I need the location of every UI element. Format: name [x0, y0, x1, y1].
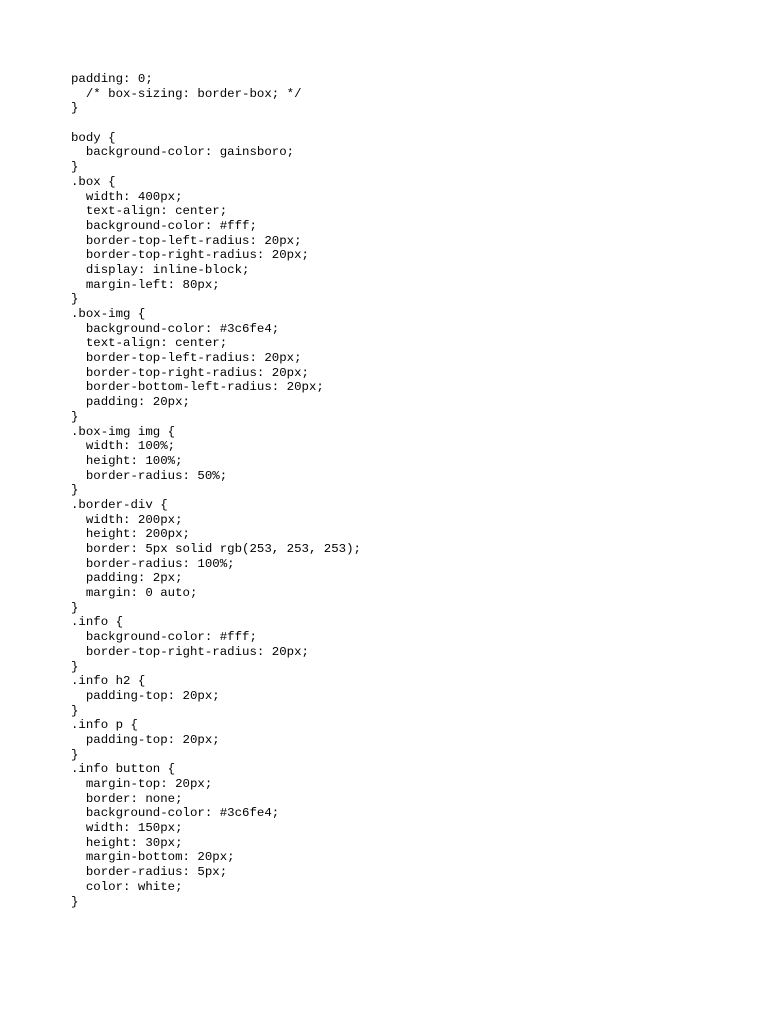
- code-line: }: [71, 659, 79, 674]
- code-line: width: 150px;: [71, 821, 183, 836]
- code-line: }: [71, 894, 79, 909]
- code-line: height: 30px;: [71, 835, 183, 850]
- code-line: color: white;: [71, 879, 183, 894]
- code-line: .info p {: [71, 718, 138, 733]
- code-line: .info button {: [71, 762, 176, 777]
- code-line: border-radius: 50%;: [71, 468, 228, 483]
- code-line: margin-left: 80px;: [71, 277, 220, 292]
- code-line: }: [71, 160, 79, 175]
- code-line: .box-img {: [71, 307, 146, 321]
- code-line: padding-top: 20px;: [71, 688, 220, 703]
- code-line: border: 5px solid rgb(253, 253, 253);: [71, 542, 361, 556]
- code-line: padding-top: 20px;: [71, 732, 220, 747]
- code-line: }: [71, 600, 79, 615]
- code-line: height: 200px;: [71, 527, 190, 542]
- code-line: width: 100%;: [71, 439, 176, 454]
- code-line: border-bottom-left-radius: 20px;: [71, 380, 324, 395]
- code-line: height: 100%;: [71, 453, 183, 468]
- code-line: }: [71, 409, 79, 424]
- code-line: padding: 20px;: [71, 395, 190, 410]
- code-line: width: 400px;: [71, 189, 183, 204]
- code-line: }: [71, 292, 79, 307]
- code-line: }: [71, 703, 79, 718]
- code-line: }: [71, 747, 79, 762]
- code-line: text-align: center;: [71, 336, 228, 351]
- code-line: text-align: center;: [71, 204, 228, 219]
- code-line: border-top-left-radius: 20px;: [71, 233, 302, 248]
- code-line: .info h2 {: [71, 674, 146, 689]
- code-line: .info {: [71, 615, 124, 630]
- code-line: border-top-right-radius: 20px;: [71, 365, 309, 380]
- code-line: border-radius: 100%;: [71, 556, 235, 571]
- code-line: background-color: gainsboro;: [71, 145, 295, 160]
- code-line: margin: 0 auto;: [71, 586, 198, 601]
- code-line: background-color: #3c6fe4;: [71, 806, 280, 821]
- code-line: width: 200px;: [71, 512, 183, 527]
- code-line: border-top-right-radius: 20px;: [71, 644, 309, 659]
- code-listing: [71, 72, 361, 909]
- code-line: background-color: #fff;: [71, 218, 257, 233]
- code-line: /* box-sizing: border-box; */: [71, 86, 302, 101]
- code-line: margin-bottom: 20px;: [71, 850, 235, 865]
- code-line: }: [71, 483, 79, 498]
- code-line: border-top-left-radius: 20px;: [71, 351, 302, 366]
- code-line: border-top-right-radius: 20px;: [71, 248, 309, 263]
- code-line: [71, 116, 361, 131]
- code-line: }: [71, 101, 79, 116]
- code-line: .box-img img {: [71, 424, 176, 439]
- code-line: border-radius: 5px;: [71, 865, 228, 880]
- code-line: background-color: #fff;: [71, 630, 257, 645]
- code-line: background-color: #3c6fe4;: [71, 321, 280, 336]
- code-line: padding: 2px;: [71, 571, 183, 586]
- code-line: .box {: [71, 174, 116, 189]
- code-line: padding: 0;: [71, 72, 153, 86]
- code-line: display: inline-block;: [71, 262, 250, 277]
- code-line: .border-div {: [71, 497, 168, 512]
- code-line: border: none;: [71, 791, 183, 806]
- code-line: body {: [71, 130, 116, 145]
- code-line: margin-top: 20px;: [71, 777, 213, 791]
